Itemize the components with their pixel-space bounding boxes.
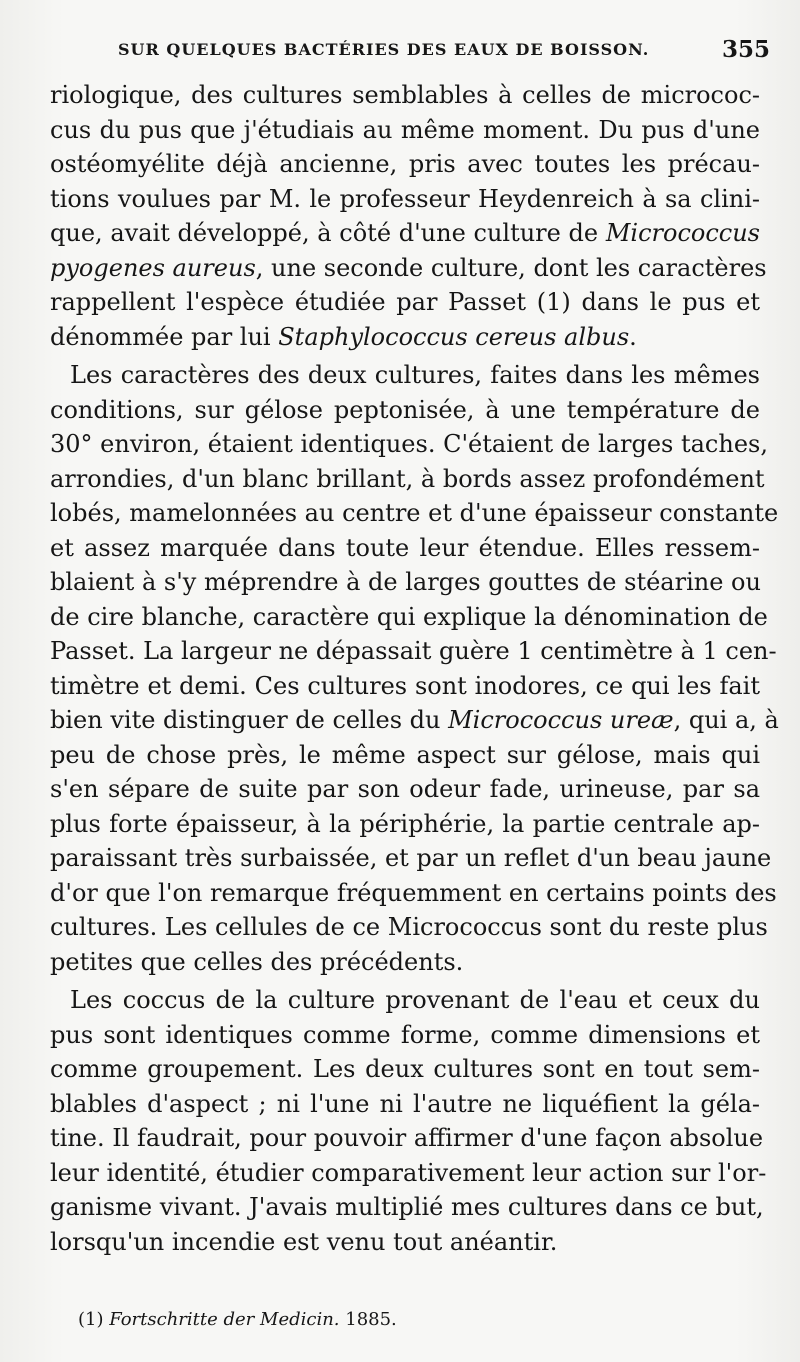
text-run: d'or que l'on remarque fréquemment en certains points des (50, 878, 777, 907)
text-run: . (629, 322, 637, 351)
text-run: , une seconde culture, dont les caractères (255, 253, 767, 282)
text-line (50, 216, 760, 251)
text-run: ostéomyélite déjà ancienne, pris avec toutes les précau- (50, 150, 760, 178)
text-line (50, 983, 760, 1018)
text-run: cultures. Les cellules de ce Micrococcus sont du reste plus (50, 913, 768, 941)
text-run: blaient à s'y méprendre à de larges gouttes de stéarine ou (50, 568, 761, 596)
text-line (50, 703, 779, 738)
text-line (50, 393, 760, 428)
text-run: tine. Il faudrait, pour pouvoir affirmer d'une façon absolue (50, 1124, 764, 1152)
text-run: dénommée par lui (50, 322, 279, 351)
text-line (50, 358, 760, 393)
text-line (50, 78, 760, 113)
paragraph (50, 358, 779, 979)
text-line (50, 147, 760, 182)
italic-term: Micrococcus ureæ (448, 706, 674, 734)
text-run: que, avait développé, à côté d'une culture de (50, 219, 606, 247)
text-run: ganisme vivant. J'avais multiplié mes cultures dans ce but, (50, 1193, 764, 1221)
text-run: lobés, mamelonnées au centre et d'une épaisseur constante (50, 499, 779, 527)
text-line (50, 1225, 760, 1260)
text-line (50, 1018, 760, 1053)
text-line (50, 565, 760, 600)
text-run: rappellent l'espèce étudiée par Passet (1) dans le pus et (50, 288, 760, 316)
text-line (50, 462, 765, 497)
italic-term: Staphylococcus cereus albus (278, 322, 630, 351)
text-line (50, 600, 768, 635)
text-run: cus du pus que j'étudiais au même moment. Du pus d'une (50, 115, 760, 144)
text-line (50, 113, 760, 148)
text-run: blables d'aspect ; ni l'une ni l'autre ne liquéfient la géla- (50, 1089, 760, 1118)
text-run: s'en sépare de suite par son odeur fade, urineuse, par sa (50, 775, 760, 803)
text-line (50, 182, 760, 217)
text-run: leur identité, étudier comparativement leur action sur l'or- (50, 1158, 767, 1187)
running-head: SUR QUELQUES BACTÉRIES DES EAUX DE BOISSON. (118, 40, 650, 59)
text-run: et assez marquée dans toute leur étendue. Elles ressem- (50, 533, 760, 562)
text-line (50, 876, 777, 911)
text-line (50, 251, 767, 286)
text-line (50, 841, 772, 876)
text-run: comme groupement. Les deux cultures sont en tout sem- (50, 1055, 760, 1083)
text-line (50, 1087, 760, 1122)
text-line (50, 634, 777, 669)
italic-term: pyogenes aureus (50, 253, 256, 282)
text-run: Les coccus de la culture provenant de l'eau et ceux du (70, 986, 760, 1014)
text-line (50, 669, 760, 704)
text-line (50, 320, 760, 355)
text-line (50, 531, 760, 566)
text-run: riologique, des cultures semblables à celles de micrococ- (50, 81, 760, 109)
text-run: petites que celles des précédents. (50, 947, 464, 976)
text-run: arrondies, d'un blanc brillant, à bords assez profondément (50, 464, 765, 493)
text-line (50, 738, 760, 773)
text-line (50, 496, 779, 531)
text-run: timètre et demi. Ces cultures sont inodores, ce qui les fait (50, 671, 760, 700)
footnote-marker: (1) (78, 1309, 110, 1330)
text-line (50, 807, 760, 842)
text-run: , qui a, à (673, 706, 779, 734)
text-run: bien vite distinguer de celles du (50, 706, 449, 734)
text-run: de cire blanche, caractère qui explique la dénomination de (50, 602, 768, 631)
text-run: 30° environ, étaient identiques. C'étaient de larges taches, (50, 430, 768, 458)
footnote-source: Fortschritte der Medicin. (109, 1309, 340, 1330)
text-line (50, 1121, 764, 1156)
text-run: peu de chose près, le même aspect sur gélose, mais qui (50, 740, 760, 769)
text-line (50, 1052, 760, 1087)
footnote (78, 1309, 397, 1330)
page-number: 355 (721, 36, 770, 63)
footnote-year: 1885. (339, 1309, 397, 1330)
text-line (50, 427, 768, 462)
text-run: Les caractères des deux cultures, faites dans les mêmes (70, 361, 760, 389)
text-run: conditions, sur gélose peptonisée, à une température de (50, 395, 760, 424)
text-line (50, 910, 768, 945)
text-run: pus sont identiques comme forme, comme dimensions et (50, 1020, 760, 1049)
text-run: plus forte épaisseur, à la périphérie, la partie centrale ap- (50, 809, 760, 838)
text-run: paraissant très surbaissée, et par un reflet d'un beau jaune (50, 844, 772, 872)
text-line (50, 945, 760, 980)
page-header (118, 36, 770, 66)
text-run: lorsqu'un incendie est venu tout anéantir. (50, 1227, 558, 1256)
text-run: tions voulues par M. le professeur Heydenreich à sa clini- (50, 184, 760, 213)
paragraph (50, 983, 767, 1259)
text-line (50, 285, 760, 320)
paragraph (50, 78, 767, 354)
body-text (50, 78, 779, 1259)
italic-term: Micrococcus (605, 219, 760, 247)
text-run: Passet. La largeur ne dépassait guère 1 centimètre à 1 cen- (50, 637, 777, 665)
text-line (50, 1190, 764, 1225)
text-line (50, 1156, 767, 1191)
text-line (50, 772, 760, 807)
